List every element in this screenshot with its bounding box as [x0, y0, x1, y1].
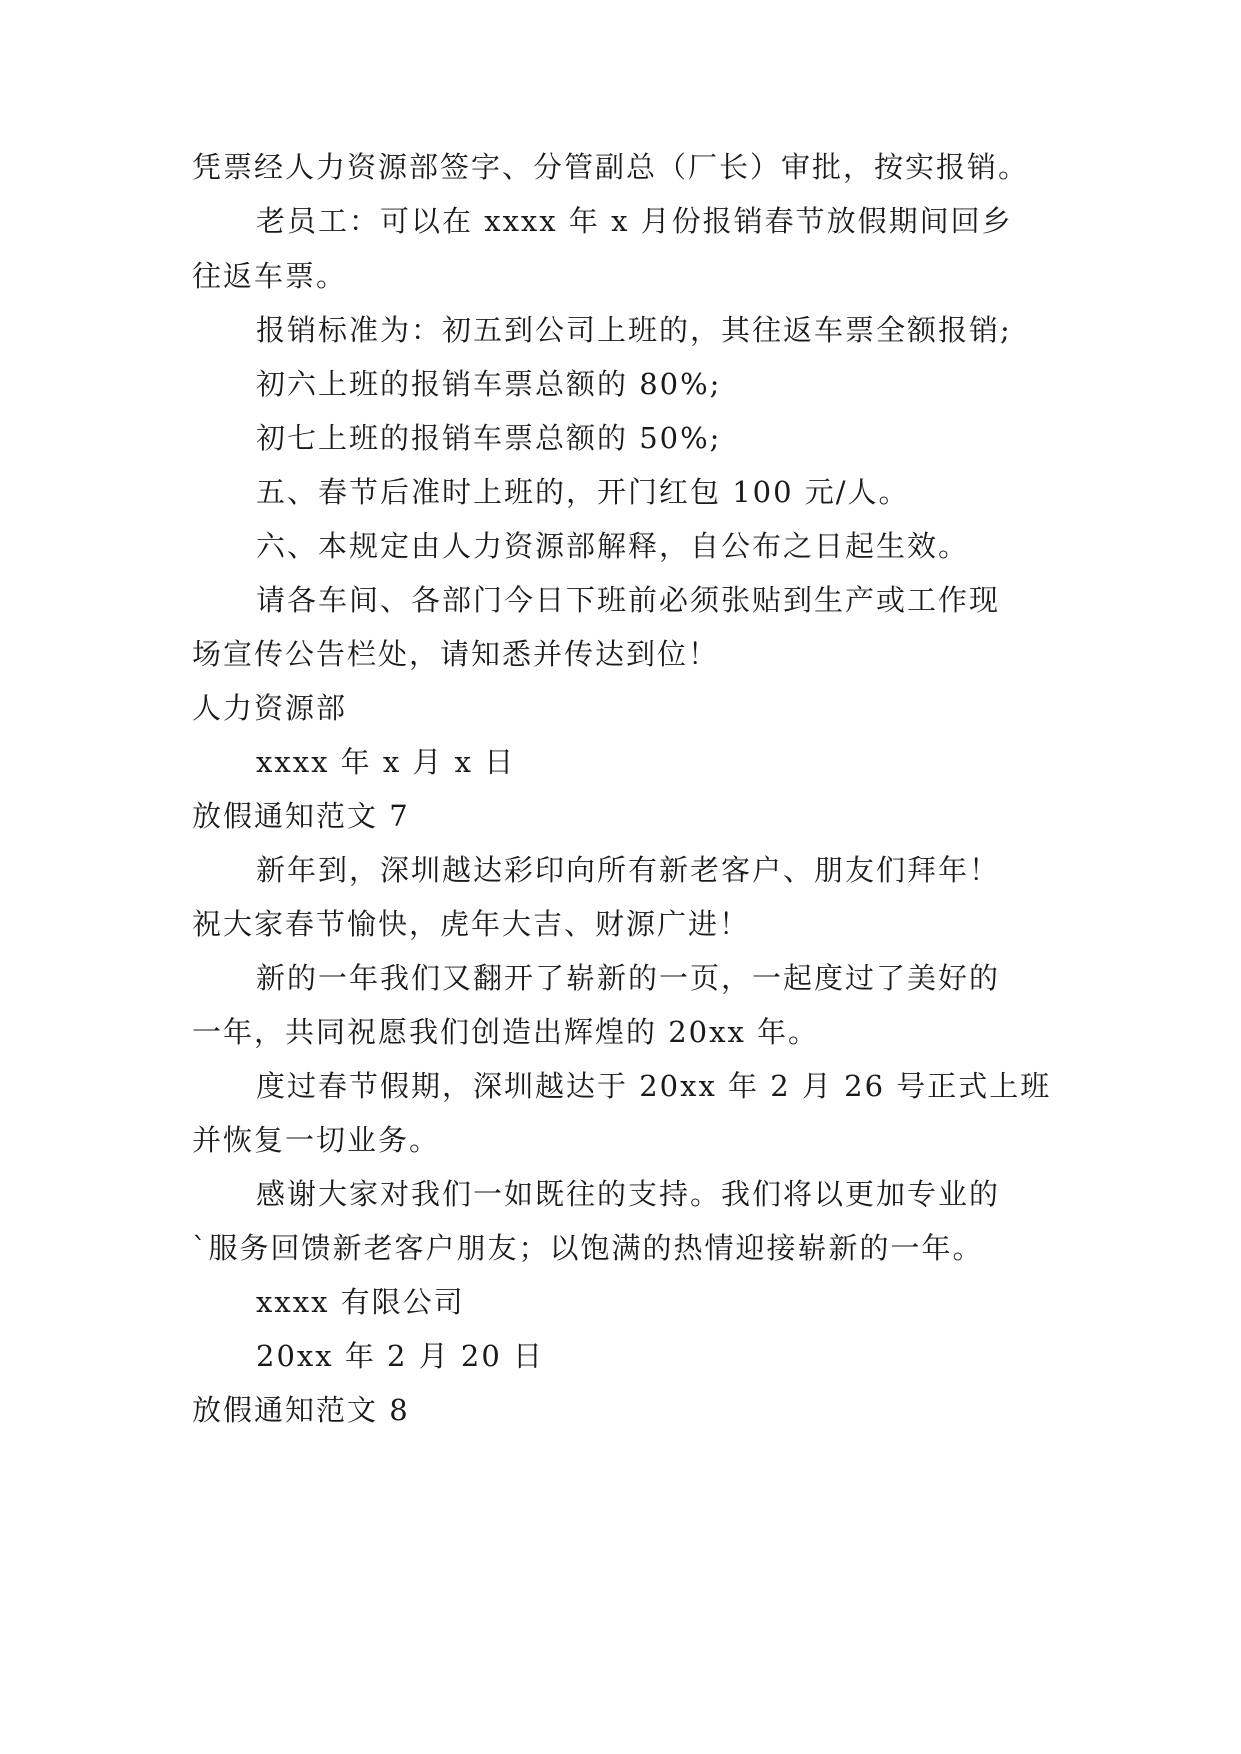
- paragraph-line: 往返车票。: [192, 259, 348, 293]
- paragraph-line: 并恢复一切业务。: [192, 1123, 441, 1157]
- paragraph-line: 初七上班的报销车票总额的 50%;: [256, 421, 722, 455]
- section-heading: 放假通知范文 8: [192, 1393, 410, 1427]
- signature-date: xxxx 年 x 月 x 日: [256, 745, 516, 779]
- paragraph-line: 六、本规定由人力资源部解释，自公布之日起生效。: [256, 529, 970, 563]
- paragraph-line: 新年到，深圳越达彩印向所有新老客户、朋友们拜年！: [256, 853, 1001, 887]
- paragraph-line: 一年，共同祝愿我们创造出辉煌的 20xx 年。: [192, 1015, 820, 1049]
- section-heading: 放假通知范文 7: [192, 799, 410, 833]
- paragraph-line: 初六上班的报销车票总额的 80%;: [256, 367, 722, 401]
- paragraph-line: 度过春节假期，深圳越达于 20xx 年 2 月 26 号正式上班: [256, 1069, 1052, 1103]
- paragraph-line: 新的一年我们又翻开了崭新的一页，一起度过了美好的: [256, 961, 1001, 995]
- paragraph-line: 场宣传公告栏处，请知悉并传达到位！: [192, 637, 720, 671]
- paragraph-line: 祝大家春节愉快，虎年大吉、财源广进！: [192, 907, 751, 941]
- paragraph-line: 感谢大家对我们一如既往的支持。我们将以更加专业的: [256, 1177, 1001, 1211]
- paragraph-line: 凭票经人力资源部签字、分管副总（厂长）审批，按实报销。: [192, 150, 1030, 184]
- paragraph-line: 五、春节后准时上班的，开门红包 100 元/人。: [256, 475, 910, 509]
- paragraph-line: 老员工：可以在 xxxx 年 x 月份报销春节放假期间回乡: [256, 204, 1013, 238]
- paragraph-line: `服务回馈新老客户朋友；以饱满的热情迎接崭新的一年。: [192, 1231, 984, 1265]
- paragraph-line: 报销标准为：初五到公司上班的，其往返车票全额报销;: [256, 313, 1012, 347]
- signature-date: 20xx 年 2 月 20 日: [256, 1339, 545, 1373]
- company-signature: xxxx 有限公司: [256, 1285, 465, 1319]
- paragraph-line: 请各车间、各部门今日下班前必须张贴到生产或工作现: [256, 583, 1001, 617]
- department-signature: 人力资源部: [192, 691, 348, 725]
